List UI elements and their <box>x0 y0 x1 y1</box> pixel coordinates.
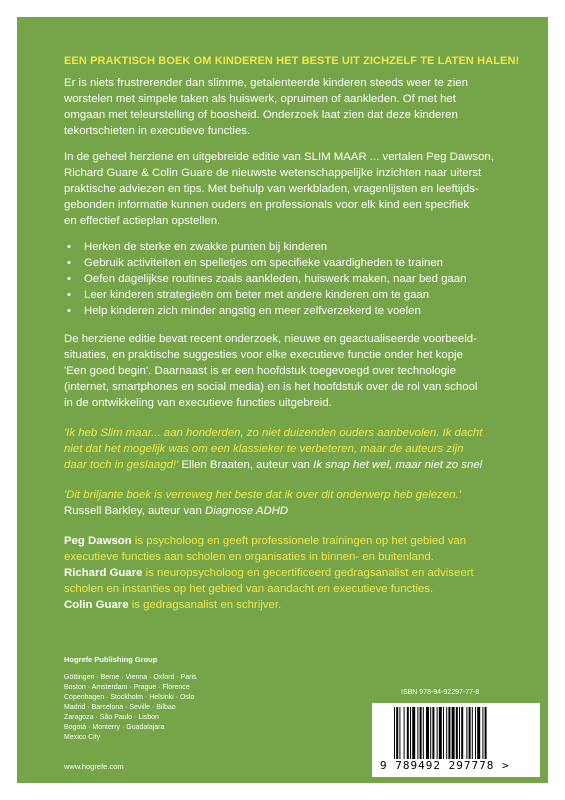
quote-text: daar toch in geslaagd!' <box>64 459 179 471</box>
intro-line: omgaan met teleurstelling of boosheid. Onderzoek laat zien dat deze kinderen <box>64 109 458 121</box>
author-description: executieve functies aan scholen en organisaties in binnen- en buitenland. <box>64 551 434 563</box>
quote-text: 'Dit briljante boek is verreweg het beste dat ik over dit onderwerp heb gelezen.' <box>64 489 461 501</box>
quote-text: 'Ik heb Slim maar... aan honderden, zo niet duizenden ouders aanbevolen. Ik dacht <box>64 427 483 439</box>
barcode-bar <box>448 707 450 759</box>
research-line: De herziene editie bevat recent onderzoek, nieuwe en geactualiseerde voorbeeld- <box>64 333 477 345</box>
research-line: (internet, smartphones en social media) en is het hoofdstuk over de rol van school <box>64 381 478 393</box>
edition-line: en effectief actieplan opstellen. <box>64 215 221 227</box>
website-link[interactable]: www.hogrefe.com <box>64 762 124 771</box>
city-line: Copenhagen · Stockholm · Helsinki · Oslo <box>64 694 195 701</box>
city-line: Madrid · Barcelona · Seville · Bilbao <box>64 704 176 711</box>
barcode <box>372 703 540 777</box>
barcode-bar <box>404 707 405 759</box>
publisher-name: Hogrefe Publishing Group <box>64 655 158 664</box>
edition-paragraph <box>64 149 524 229</box>
list-item <box>64 255 524 271</box>
barcode-bar <box>407 707 409 759</box>
research-line: in de ontwikkeling van executieve functies uitgebreid. <box>64 397 332 409</box>
city-line: Zaragoza · São Paulo · Lisbon <box>64 714 159 721</box>
bullet-icon: • <box>67 257 71 269</box>
intro-line: Er is niets frustrerender dan slimme, getalenteerde kinderen steeds weer te zien <box>64 77 468 89</box>
intro-line: worstelen met simpele taken als huiswerk, opruimen of aankleden. Of met het <box>64 93 456 105</box>
author-description: is gedragsanalist en schrijver. <box>128 599 282 611</box>
intro-line: tekortschieten in executieve functies. <box>64 125 251 137</box>
edition-line: Richard Guare & Colin Guare de nieuwste wetenschappelijke inzichten naar uiterst <box>64 167 482 179</box>
barcode-bar <box>399 707 400 759</box>
city-line: Boston · Amsterdam · Prague · Florence <box>64 684 190 691</box>
barcode-bar <box>482 707 483 759</box>
barcode-bar <box>459 707 460 759</box>
cover-text-block <box>64 55 524 613</box>
city-line: Göttingen · Berne · Vienna · Oxford · Paris <box>64 674 197 681</box>
feature-list <box>64 239 524 319</box>
city-line: Mexico City <box>64 734 101 741</box>
quote-book-title: Ik snap het wel, maar niet zo snel <box>313 459 483 471</box>
author-name: Peg Dawson <box>64 535 132 547</box>
edition-line: praktische adviezen en tips. Met behulp van werkbladen, vragenlijsten en leeftijds- <box>64 183 479 195</box>
quote-braaten <box>64 425 524 473</box>
barcode-bar <box>420 707 422 759</box>
publisher-block <box>64 655 264 743</box>
list-item-text: Leer kinderen strategieën om beter met andere kinderen om te gaan <box>84 289 430 301</box>
barcode-bar <box>432 707 434 759</box>
list-item <box>64 303 524 319</box>
barcode-bar <box>452 707 455 759</box>
back-cover <box>17 17 548 783</box>
list-item-text: Gebruik activiteiten en spelletjes om specifieke vaardigheden te trainen <box>84 257 444 269</box>
author-name: Colin Guare <box>64 599 129 611</box>
quote-attribution: Ellen Braaten, auteur van <box>181 459 314 471</box>
barcode-bar <box>475 707 476 759</box>
author-bios <box>64 533 524 613</box>
barcode-bar <box>485 707 487 759</box>
bullet-icon: • <box>67 305 71 317</box>
barcode-bar <box>412 707 415 759</box>
barcode-bar <box>423 707 424 759</box>
barcode-bar <box>426 707 429 759</box>
barcode-bar <box>394 707 395 759</box>
author-description: is neuropsycholoog en gecertificeerd gedragsanalist en adviseert <box>142 567 474 579</box>
quote-barkley <box>64 487 524 519</box>
quote-book-title: Diagnose ADHD <box>204 505 289 517</box>
city-line: Bogotá · Monterry · Guadalajara <box>64 724 165 731</box>
list-item <box>64 271 524 287</box>
author-description: scholen en instanties op het gebied van aandacht en executieve functies. <box>64 583 434 595</box>
barcode-bar <box>466 707 467 759</box>
barcode-bar <box>417 707 418 759</box>
author-description: is psycholoog en geeft professionele trainingen op het gebied van <box>131 535 467 547</box>
barcode-bar <box>456 707 458 759</box>
barcode-digits: 9 789492 297778 > <box>380 759 510 772</box>
barcode-bar <box>472 707 473 759</box>
research-paragraph <box>64 331 524 411</box>
quote-text: niet dat het mogelijk was om een klassieker te verbeteren, maar de auteurs zijn <box>64 443 464 455</box>
author-name: Richard Guare <box>64 567 143 579</box>
list-item-text: Oefen dagelijkse routines zoals aankleden, huiswerk maken, naar bed gaan <box>84 273 467 285</box>
edition-line: In de geheel herziene en uitgebreide editie van SLIM MAAR ... vertalen Peg Dawson, <box>64 151 494 163</box>
barcode-bar <box>477 707 480 759</box>
barcode-bar <box>469 707 471 759</box>
barcode-bar <box>430 707 431 759</box>
research-line: situaties, en praktische suggesties voor elke executieve functie onder het kopje <box>64 349 463 361</box>
list-item-text: Herken de sterke en zwakke punten bij kinderen <box>84 241 328 253</box>
barcode-bar <box>439 707 442 759</box>
barcode-bar <box>443 707 444 759</box>
bullet-icon: • <box>67 273 71 285</box>
list-item-text: Help kinderen zich minder angstig en meer zelfverzekerd te voelen <box>84 305 421 317</box>
research-line: 'Een goed begin'. Daarnaast is er een hoofdstuk toegevoegd over technologie <box>64 365 456 377</box>
barcode-bar <box>410 707 411 759</box>
edition-line: gebonden informatie kunnen ouders en professionals voor elk kind een specifiek <box>64 199 470 211</box>
bullet-icon: • <box>67 241 71 253</box>
bullet-icon: • <box>67 289 71 301</box>
isbn-label: ISBN 978-94-92297-77-8 <box>401 689 480 696</box>
barcode-bar <box>461 707 463 759</box>
barcode-bar <box>446 707 447 759</box>
quote-attribution: Russell Barkley, auteur van <box>64 505 205 517</box>
barcode-bar <box>396 707 398 759</box>
barcode-bars <box>394 707 518 759</box>
list-item <box>64 239 524 255</box>
intro-paragraph <box>64 75 524 139</box>
list-item <box>64 287 524 303</box>
barcode-bar <box>437 707 438 759</box>
headline: EEN PRAKTISCH BOEK OM KINDEREN HET BESTE UIT ZICHZELF TE LATEN HALEN! <box>64 55 520 67</box>
